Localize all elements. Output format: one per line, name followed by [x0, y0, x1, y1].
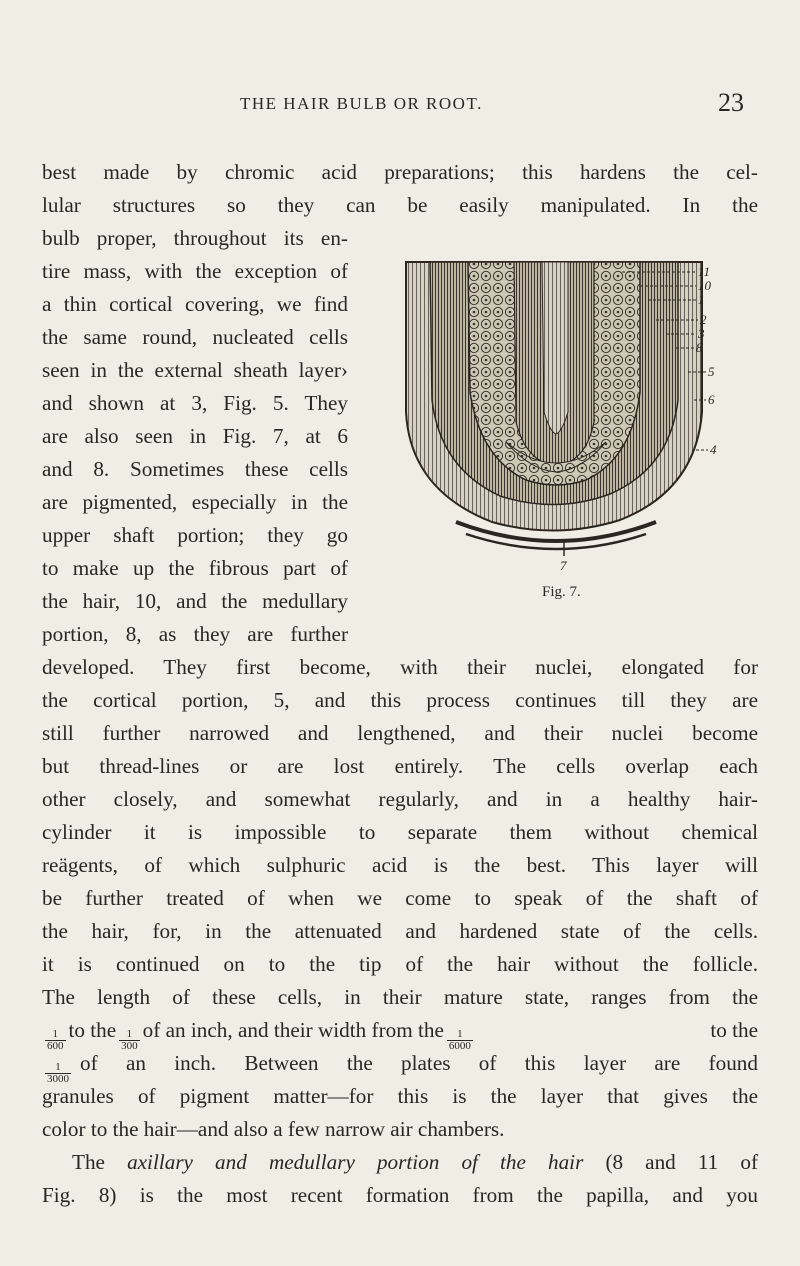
figure-caption: Fig. 7. [542, 584, 581, 600]
fraction: $\frac{1}{600}$ [47, 1028, 64, 1052]
text-line: the same round, nucleated cells [42, 325, 348, 349]
page-header [0, 88, 800, 128]
text-line: bulb proper, throughout its en- [42, 226, 348, 250]
label-6: 6 [708, 392, 715, 407]
text-line: developed. They first become, with their nuclei, elongated for [42, 655, 758, 679]
text-run: to the [68, 1018, 117, 1042]
text-run: (8 and 11 of [605, 1150, 759, 1174]
label-5: 5 [708, 364, 715, 379]
text-line: but thread-lines or are lost entirely. The cells overlap each [42, 754, 758, 778]
text-line-paragraph-start [72, 1146, 758, 1179]
label-1: 1 [698, 292, 705, 307]
text-line: granules of pigment matter—for this is the layer that gives the [42, 1084, 758, 1108]
text-line: color to the hair—and also a few narrow air chambers. [42, 1117, 505, 1141]
label-2: 2 [700, 312, 707, 327]
page-number: 23 [718, 88, 744, 117]
fraction: $\frac{1}{3000}$ [47, 1061, 69, 1085]
text-line: seen in the external sheath layer› [42, 358, 348, 382]
text-line: the cortical portion, 5, and this process continues till they are [42, 688, 758, 712]
text-line: reägents, of which sulphuric acid is the best. This layer will [42, 853, 758, 877]
text-line: and 8. Sometimes these cells [42, 457, 348, 481]
text-line: are also seen in Fig. 7, at 6 [42, 424, 348, 448]
text-line: The length of these cells, in their mature state, ranges from the [42, 985, 758, 1009]
text-line: it is continued on to the tip of the hair without the follicle. [42, 952, 758, 976]
fraction: $\frac{1}{300}$ [121, 1028, 138, 1052]
text-line: best made by chromic acid preparations; this hardens the cel- [42, 160, 758, 184]
text-line: tire mass, with the exception of [42, 259, 348, 283]
text-line: the hair, for, in the attenuated and hardened state of the cells. [42, 919, 758, 943]
text-line: portion, 8, as they are further [42, 622, 348, 646]
fraction: $\frac{1}{6000}$ [448, 1028, 471, 1052]
text-run: of an inch, and their width from the [142, 1018, 444, 1042]
label-8: 8 [696, 340, 703, 355]
text-line: Fig. 8) is the most recent formation from the papilla, and you [42, 1183, 758, 1207]
label-10: 10 [698, 278, 711, 293]
figure-hair-bulb [396, 222, 740, 612]
text-line: to make up the fibrous part of [42, 556, 348, 580]
text-line: and shown at 3, Fig. 5. They [42, 391, 348, 415]
text-line: the hair, 10, and the medullary [42, 589, 348, 613]
label-4: 4 [710, 442, 717, 457]
text-line: cylinder it is impossible to separate them without chemical [42, 820, 758, 844]
text-run: to the [710, 1018, 758, 1042]
text-line: a thin cortical covering, we find [42, 292, 348, 316]
text-run: The [72, 1150, 105, 1174]
italic-term: axillary and medullary portion of the hair [127, 1150, 584, 1174]
text-line: other closely, and somewhat regularly, and in a healthy hair- [42, 787, 758, 811]
running-title: THE HAIR BULB OR ROOT. [240, 94, 483, 113]
label-7: 7 [560, 558, 567, 573]
hair-bulb-illustration [396, 222, 740, 612]
text-line: lular structures so they can be easily manipulated. In the [42, 193, 758, 217]
text-line: are pigmented, especially in the [42, 490, 348, 514]
text-run: of an inch. Between the plates of this layer are found [80, 1051, 758, 1075]
label-3: 3 [698, 326, 705, 341]
medulla [542, 262, 568, 434]
text-line: still further narrowed and lengthened, and their nuclei become [42, 721, 758, 745]
text-line: upper shaft portion; they go [42, 523, 348, 547]
label-11: 11 [698, 264, 711, 279]
text-line: be further treated of when we come to speak of the shaft of [42, 886, 758, 910]
